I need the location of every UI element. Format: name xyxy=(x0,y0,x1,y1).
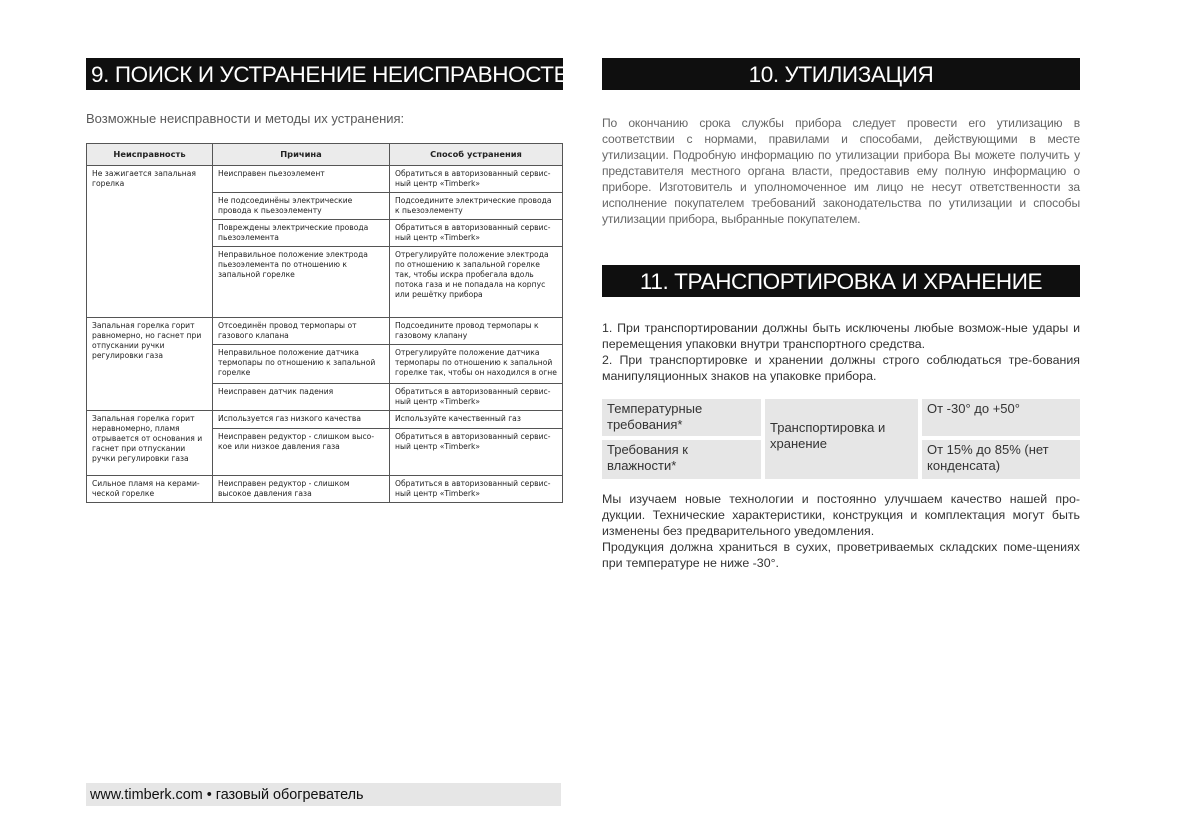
fault-cell: Запальная горелка горит равномерно, но гаснет при отпускании ручки регулировки газа xyxy=(87,318,213,411)
storage-note: Продукция должна храниться в сухих, проветриваемых складских поме-щениях при температуре не ниже -30°. xyxy=(602,540,1080,570)
context-label: Транспортировка и хранение xyxy=(765,399,918,479)
remedy-cell: Обратиться в авторизованный сервис-ный центр «Timberk» xyxy=(390,429,563,476)
product-notes xyxy=(602,491,1080,571)
humidity-label: Требования к влажности* xyxy=(602,440,761,479)
section-10-title: 10. УТИЛИЗАЦИЯ xyxy=(602,58,1080,90)
header-remedy: Способ устранения xyxy=(390,144,563,166)
fault-cell: Сильное пламя на керами-ческой горелке xyxy=(87,476,213,503)
remedy-cell: Подсоедините провод термопары к газовому клапану xyxy=(390,318,563,345)
cause-cell: Неисправен датчик падения xyxy=(213,384,390,411)
table-row xyxy=(87,166,563,193)
temperature-value: От -30° до +50° xyxy=(922,399,1080,436)
section-11-title: 11. ТРАНСПОРТИРОВКА И ХРАНЕНИЕ xyxy=(602,265,1080,297)
cause-cell: Повреждены электрические провода пьезоэлемента xyxy=(213,220,390,247)
footer-bar: www.timberk.com • газовый обогреватель xyxy=(86,783,561,806)
remedy-cell: Используйте качественный газ xyxy=(390,411,563,429)
cause-cell: Используется газ низкого качества xyxy=(213,411,390,429)
remedy-cell: Обратиться в авторизованный сервис-ный центр «Timberk» xyxy=(390,166,563,193)
cause-cell: Неправильное положение электрода пьезоэлемента по отношению к запальной горелке xyxy=(213,247,390,318)
troubleshooting-table xyxy=(86,143,563,503)
requirements-table xyxy=(602,399,1080,479)
section-9-title: 9. ПОИСК И УСТРАНЕНИЕ НЕИСПРАВНОСТЕЙ xyxy=(86,58,563,90)
cause-cell: Неправильное положение датчика термопары по отношению к запальной горелке xyxy=(213,345,390,384)
remedy-cell: Обратиться в авторизованный сервис-ный центр «Timberk» xyxy=(390,220,563,247)
cause-cell: Неисправен пьезоэлемент xyxy=(213,166,390,193)
transport-rule-2: 2. При транспортировке и хранении должны строго соблюдаться тре-бования манипуляционных знаков на упаковке прибора. xyxy=(602,353,1080,383)
fault-cell: Не зажигается запальная горелка xyxy=(87,166,213,318)
cause-cell: Неисправен редуктор - слишком высокое давления газа xyxy=(213,476,390,503)
table-row xyxy=(87,318,563,345)
remedy-cell: Обратиться в авторизованный сервис-ный центр «Timberk» xyxy=(390,384,563,411)
header-fault: Неисправность xyxy=(87,144,213,166)
table-row xyxy=(87,411,563,429)
table-row xyxy=(87,476,563,503)
table-header-row xyxy=(87,144,563,166)
remedy-cell: Отрегулируйте положение электрода по отношению к запальной горелке так, чтобы искра пробегала вдоль потока газа и не попадала на корпус или решётку прибора xyxy=(390,247,563,318)
remedy-cell: Подсоедините электрические провода к пьезоэлементу xyxy=(390,193,563,220)
remedy-cell: Обратиться в авторизованный сервис-ный центр «Timberk» xyxy=(390,476,563,503)
header-cause: Причина xyxy=(213,144,390,166)
troubleshooting-intro: Возможные неисправности и методы их устранения: xyxy=(86,111,405,126)
transport-rules xyxy=(602,320,1080,384)
fault-cell: Запальная горелка горит неравномерно, пламя отрывается от основания и гаснет при отпускании ручки регулировки газа xyxy=(87,411,213,476)
cause-cell: Неисправен редуктор - слишком высо-кое или низкое давления газа xyxy=(213,429,390,476)
remedy-cell: Отрегулируйте положение датчика термопары по отношению к запальной горелке так, чтобы он находился в огне xyxy=(390,345,563,384)
transport-rule-1: 1. При транспортировании должны быть исключены любые возмож-ные удары и перемещения упаковки внутри транспортного средства. xyxy=(602,321,1080,351)
humidity-value: От 15% до 85% (нет конденсата) xyxy=(922,440,1080,479)
disposal-text: По окончанию срока службы прибора следует провести его утилизацию в соответствии с нормами, правилами и способами, действующими в месте утилизации. Подробную информацию по утилизации прибора Вы можете получить у представителя местного органа власти, предоставив ему полную информацию о приборе. Изготовитель и уполномоченное им лицо не несут ответственности за исполнение покупателем требований законодательства по утилизации и способы утилизации прибора, выбранные покупателем. xyxy=(602,116,1080,226)
temperature-label: Температурные требования* xyxy=(602,399,761,436)
cause-cell: Отсоединён провод термопары от газового клапана xyxy=(213,318,390,345)
product-improvement-note: Мы изучаем новые технологии и постоянно улучшаем качество нашей про-дукции. Технические характеристики, конструкция и комплектация могут быть изменены без предварительного уведомления. xyxy=(602,492,1080,538)
cause-cell: Не подсоединёны электрические провода к пьезоэлементу xyxy=(213,193,390,220)
